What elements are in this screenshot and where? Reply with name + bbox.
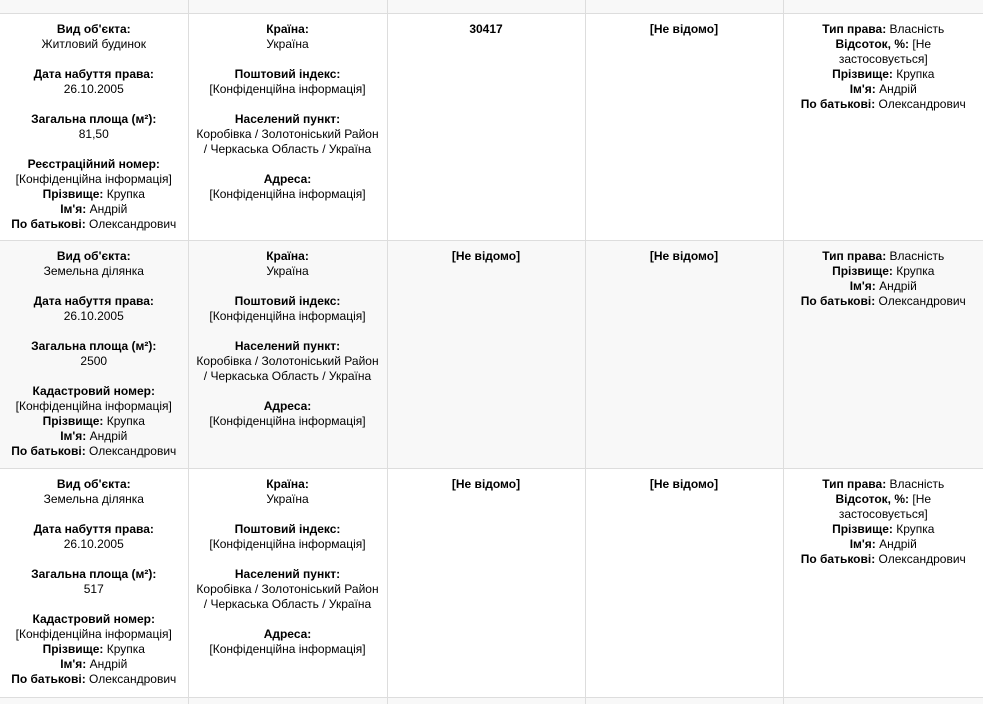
ownership-cell bbox=[783, 468, 983, 697]
firstname-value: Андрій bbox=[89, 428, 128, 443]
firstname-label: Ім'я: bbox=[60, 656, 87, 671]
address-value: [Конфіденційна інформація] bbox=[209, 186, 366, 201]
firstname-value: Андрій bbox=[879, 278, 917, 293]
object-kind-label: Вид об'єкта: bbox=[56, 476, 131, 491]
unknown-value: [Не відомо] bbox=[649, 248, 719, 263]
patronymic-label: По батькові: bbox=[11, 671, 86, 686]
surname-label: Прізвище: bbox=[832, 521, 893, 536]
postcode-block bbox=[195, 522, 381, 552]
right-type-value: Власність bbox=[889, 248, 945, 263]
settlement-label: Населений пункт: bbox=[234, 338, 341, 353]
firstname-line bbox=[6, 657, 182, 672]
postcode-value: [Конфіденційна інформація] bbox=[209, 81, 366, 96]
patronymic-line bbox=[790, 552, 978, 567]
total-area-label: Загальна площа (м²): bbox=[31, 111, 157, 126]
country-label: Країна: bbox=[266, 476, 309, 491]
patronymic-line bbox=[6, 217, 182, 232]
firstname-label: Ім'я: bbox=[60, 428, 87, 443]
total-area-label: Загальна площа (м²): bbox=[31, 338, 157, 353]
firstname-value: Андрій bbox=[89, 656, 128, 671]
object-kind-block bbox=[6, 249, 182, 279]
partial-cell bbox=[783, 0, 983, 13]
partial-cell bbox=[0, 697, 188, 704]
percent-line bbox=[790, 37, 978, 67]
ownership-block bbox=[790, 477, 978, 567]
surname-value: Крупка bbox=[896, 66, 935, 81]
patronymic-value: Олександрович bbox=[89, 671, 177, 686]
address-block bbox=[195, 399, 381, 429]
total-area-block bbox=[6, 567, 182, 597]
patronymic-line bbox=[790, 97, 978, 112]
patronymic-value: Олександрович bbox=[878, 96, 966, 111]
unknown-cell bbox=[585, 468, 783, 697]
object-kind-block bbox=[6, 477, 182, 507]
postcode-value: [Конфіденційна інформація] bbox=[209, 536, 366, 551]
surname-line bbox=[6, 414, 182, 429]
surname-line bbox=[6, 187, 182, 202]
percent-label: Відсоток, %: bbox=[835, 36, 910, 51]
postcode-block bbox=[195, 294, 381, 324]
cadastral-owner-block bbox=[6, 384, 182, 459]
object-kind-value: Житловий будинок bbox=[41, 36, 146, 51]
total-area-value: 81,50 bbox=[78, 126, 109, 141]
percent-line bbox=[790, 492, 978, 522]
patronymic-value: Олександрович bbox=[89, 216, 177, 231]
firstname-label: Ім'я: bbox=[849, 278, 876, 293]
total-area-value: 517 bbox=[83, 581, 104, 596]
address-block bbox=[195, 172, 381, 202]
settlement-value: Коробівка / Золотоніський Район / Черкаська Область / Україна bbox=[196, 353, 379, 383]
settlement-block bbox=[195, 567, 381, 612]
patronymic-line bbox=[6, 444, 182, 459]
object-kind-value: Земельна ділянка bbox=[43, 491, 144, 506]
postcode-label: Поштовий індекс: bbox=[234, 521, 341, 536]
patronymic-value: Олександрович bbox=[878, 551, 966, 566]
surname-line bbox=[790, 67, 978, 82]
registration-owner-block bbox=[6, 157, 182, 232]
settlement-block bbox=[195, 339, 381, 384]
cadastral-number-value: [Конфіденційна інформація] bbox=[15, 626, 172, 641]
country-block bbox=[195, 477, 381, 507]
right-type-line bbox=[790, 249, 978, 264]
object-kind-label: Вид об'єкта: bbox=[56, 248, 131, 263]
acquisition-date-block bbox=[6, 522, 182, 552]
settlement-value: Коробівка / Золотоніський Район / Черкаська Область / Україна bbox=[196, 581, 379, 611]
acquisition-date-value: 26.10.2005 bbox=[63, 308, 124, 323]
valuation-value: [Не відомо] bbox=[451, 476, 521, 491]
row-partial-top bbox=[0, 0, 983, 13]
patronymic-value: Олександрович bbox=[878, 293, 966, 308]
address-label: Адреса: bbox=[263, 398, 312, 413]
firstname-line bbox=[790, 537, 978, 552]
total-area-block bbox=[6, 339, 182, 369]
partial-cell bbox=[188, 0, 387, 13]
patronymic-label: По батькові: bbox=[800, 96, 876, 111]
firstname-label: Ім'я: bbox=[849, 536, 876, 551]
settlement-block bbox=[195, 112, 381, 157]
right-type-line bbox=[790, 22, 978, 37]
total-area-label: Загальна площа (м²): bbox=[31, 566, 157, 581]
right-type-line bbox=[790, 477, 978, 492]
acquisition-date-block bbox=[6, 294, 182, 324]
firstname-line bbox=[790, 82, 978, 97]
cadastral-number-label: Кадастровий номер: bbox=[32, 611, 155, 626]
partial-cell bbox=[585, 0, 783, 13]
right-type-label: Тип права: bbox=[822, 476, 887, 491]
acquisition-date-label: Дата набуття права: bbox=[33, 293, 154, 308]
address-block bbox=[195, 627, 381, 657]
right-type-label: Тип права: bbox=[822, 21, 887, 36]
ownership-cell bbox=[783, 13, 983, 240]
surname-label: Прізвище: bbox=[42, 413, 104, 428]
total-area-value: 2500 bbox=[80, 353, 108, 368]
partial-cell bbox=[585, 697, 783, 704]
unknown-value: [Не відомо] bbox=[649, 476, 719, 491]
patronymic-value: Олександрович bbox=[89, 443, 177, 458]
acquisition-date-value: 26.10.2005 bbox=[63, 536, 124, 551]
location-cell bbox=[188, 240, 387, 468]
object-kind-label: Вид об'єкта: bbox=[56, 21, 131, 36]
acquisition-date-block bbox=[6, 67, 182, 97]
address-label: Адреса: bbox=[263, 626, 312, 641]
partial-cell bbox=[188, 697, 387, 704]
location-cell bbox=[188, 468, 387, 697]
total-area-block bbox=[6, 112, 182, 142]
surname-label: Прізвище: bbox=[832, 66, 893, 81]
ownership-block bbox=[790, 22, 978, 112]
firstname-value: Андрій bbox=[89, 201, 128, 216]
surname-line bbox=[6, 642, 182, 657]
acquisition-date-label: Дата набуття права: bbox=[33, 521, 154, 536]
ownership-cell bbox=[783, 240, 983, 468]
surname-value: Крупка bbox=[106, 186, 145, 201]
percent-label: Відсоток, %: bbox=[835, 491, 910, 506]
partial-cell bbox=[387, 0, 585, 13]
country-block bbox=[195, 22, 381, 52]
cadastral-number-value: [Конфіденційна інформація] bbox=[15, 398, 172, 413]
acquisition-date-label: Дата набуття права: bbox=[33, 66, 154, 81]
object-details-cell bbox=[0, 240, 188, 468]
settlement-value: Коробівка / Золотоніський Район / Черкаська Область / Україна bbox=[196, 126, 379, 156]
patronymic-line bbox=[790, 294, 978, 309]
valuation-value: 30417 bbox=[469, 21, 503, 36]
partial-cell bbox=[783, 697, 983, 704]
object-kind-value: Земельна ділянка bbox=[43, 263, 144, 278]
row-residential-building bbox=[0, 13, 983, 240]
ownership-block bbox=[790, 249, 978, 309]
settlement-label: Населений пункт: bbox=[234, 566, 341, 581]
surname-label: Прізвище: bbox=[42, 186, 104, 201]
country-label: Країна: bbox=[266, 21, 309, 36]
partial-cell bbox=[0, 0, 188, 13]
unknown-cell bbox=[585, 240, 783, 468]
row-partial-bottom bbox=[0, 697, 983, 704]
surname-value: Крупка bbox=[896, 521, 935, 536]
registration-number-value: [Конфіденційна інформація] bbox=[15, 171, 172, 186]
address-value: [Конфіденційна інформація] bbox=[209, 641, 366, 656]
address-value: [Конфіденційна інформація] bbox=[209, 413, 366, 428]
patronymic-line bbox=[6, 672, 182, 687]
surname-label: Прізвище: bbox=[42, 641, 104, 656]
patronymic-label: По батькові: bbox=[800, 551, 876, 566]
country-value: Україна bbox=[266, 263, 309, 278]
firstname-label: Ім'я: bbox=[849, 81, 876, 96]
country-value: Україна bbox=[266, 491, 309, 506]
surname-value: Крупка bbox=[106, 413, 145, 428]
firstname-value: Андрій bbox=[879, 536, 917, 551]
address-label: Адреса: bbox=[263, 171, 312, 186]
country-label: Країна: bbox=[266, 248, 309, 263]
unknown-cell bbox=[585, 13, 783, 240]
right-type-value: Власність bbox=[889, 476, 945, 491]
surname-label: Прізвище: bbox=[832, 263, 893, 278]
patronymic-label: По батькові: bbox=[11, 216, 86, 231]
object-details-cell bbox=[0, 468, 188, 697]
country-value: Україна bbox=[266, 36, 309, 51]
country-block bbox=[195, 249, 381, 279]
percent-value: [Не застосовується] bbox=[838, 36, 932, 66]
firstname-label: Ім'я: bbox=[60, 201, 87, 216]
postcode-label: Поштовий індекс: bbox=[234, 66, 341, 81]
firstname-line bbox=[790, 279, 978, 294]
postcode-value: [Конфіденційна інформація] bbox=[209, 308, 366, 323]
surname-line bbox=[790, 264, 978, 279]
surname-value: Крупка bbox=[106, 641, 145, 656]
settlement-label: Населений пункт: bbox=[234, 111, 341, 126]
valuation-value: [Не відомо] bbox=[451, 248, 521, 263]
object-details-cell bbox=[0, 13, 188, 240]
right-type-label: Тип права: bbox=[822, 248, 887, 263]
acquisition-date-value: 26.10.2005 bbox=[63, 81, 124, 96]
surname-line bbox=[790, 522, 978, 537]
firstname-value: Андрій bbox=[879, 81, 917, 96]
row-land-plot-2 bbox=[0, 468, 983, 697]
cadastral-number-label: Кадастровий номер: bbox=[32, 383, 155, 398]
firstname-line bbox=[6, 202, 182, 217]
valuation-cell bbox=[387, 468, 585, 697]
valuation-cell bbox=[387, 13, 585, 240]
right-type-value: Власність bbox=[889, 21, 945, 36]
firstname-line bbox=[6, 429, 182, 444]
row-land-plot-1 bbox=[0, 240, 983, 468]
object-kind-block bbox=[6, 22, 182, 52]
location-cell bbox=[188, 13, 387, 240]
surname-value: Крупка bbox=[896, 263, 935, 278]
cadastral-owner-block bbox=[6, 612, 182, 687]
unknown-value: [Не відомо] bbox=[649, 21, 719, 36]
postcode-label: Поштовий індекс: bbox=[234, 293, 341, 308]
partial-cell bbox=[387, 697, 585, 704]
valuation-cell bbox=[387, 240, 585, 468]
percent-value: [Не застосовується] bbox=[838, 491, 932, 521]
postcode-block bbox=[195, 67, 381, 97]
patronymic-label: По батькові: bbox=[800, 293, 876, 308]
patronymic-label: По батькові: bbox=[11, 443, 86, 458]
registration-number-label: Реєстраційний номер: bbox=[27, 156, 160, 171]
